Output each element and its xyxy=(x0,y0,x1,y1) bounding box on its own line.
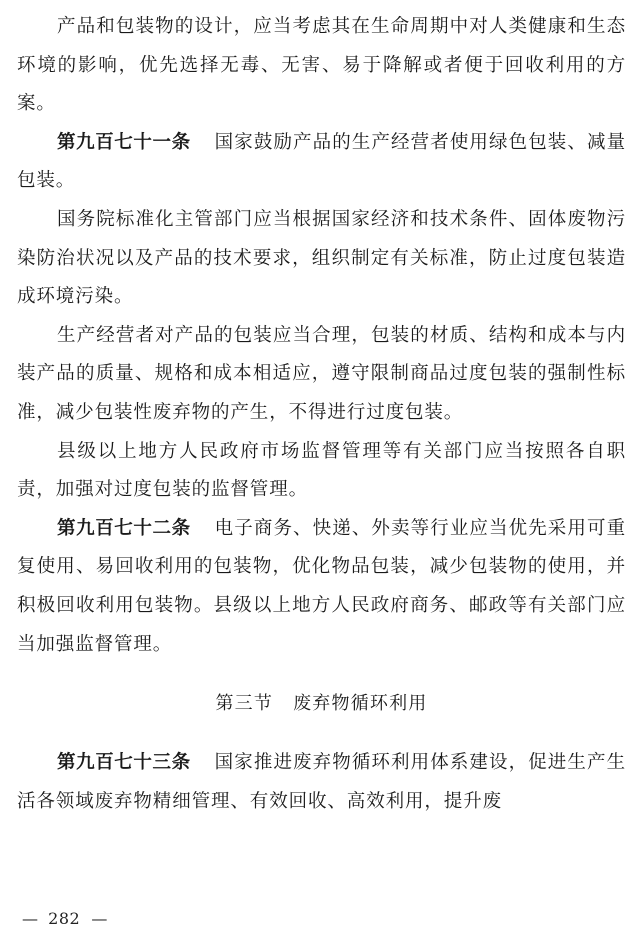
page-footer xyxy=(22,907,106,931)
article-972-paragraph xyxy=(17,510,626,664)
article-972-heading: 第九百七十二条 xyxy=(57,517,191,539)
section-heading xyxy=(17,688,626,720)
article-973-paragraph xyxy=(17,744,626,821)
article-971-body: 国家鼓励产品的生产经营者使用绿色包装、减量包装。 xyxy=(17,131,626,192)
article-971-paragraph-3: 生产经营者对产品的包装应当合理，包装的材质、结构和成本与内装产品的质量、规格和成本相适应，遵守限制商品过度包装的强制性标准，减少包装性废弃物的产生，不得进行过度包装。 xyxy=(17,324,626,423)
paragraph-product-design: 产品和包装物的设计，应当考虑其在生命周期中对人类健康和生态环境的影响，优先选择无毒、无害、易于降解或者便于回收利用的方案。 xyxy=(17,16,626,115)
article-972-body: 电子商务、快递、外卖等行业应当优先采用可重复使用、易回收利用的包装物，优化物品包装，减少包装物的使用，并积极回收利用包装物。县级以上地方人民政府商务、邮政等有关部门应当加强监督管理。 xyxy=(17,517,626,655)
section-title: 废弃物循环利用 xyxy=(293,693,428,715)
article-971-heading: 第九百七十一条 xyxy=(57,131,191,153)
document-page xyxy=(17,8,626,821)
page-number: 282 xyxy=(48,909,81,928)
footer-dash-right: — xyxy=(91,909,107,928)
article-971-paragraph-4: 县级以上地方人民政府市场监督管理等有关部门应当按照各自职责，加强对过度包装的监督管理。 xyxy=(17,440,626,501)
article-973-body: 国家推进废弃物循环利用体系建设，促进生产生活各领域废弃物精细管理、有效回收、高效利用，提升废 xyxy=(17,752,626,812)
article-971-paragraph xyxy=(17,124,626,201)
article-971-paragraph-2: 国务院标准化主管部门应当根据国家经济和技术条件、固体废物污染防治状况以及产品的技术要求，组织制定有关标准，防止过度包装造成环境污染。 xyxy=(17,208,626,308)
section-label: 第三节 xyxy=(215,693,274,715)
footer-dash-left: — xyxy=(22,909,37,928)
article-973-heading: 第九百七十三条 xyxy=(57,752,191,774)
